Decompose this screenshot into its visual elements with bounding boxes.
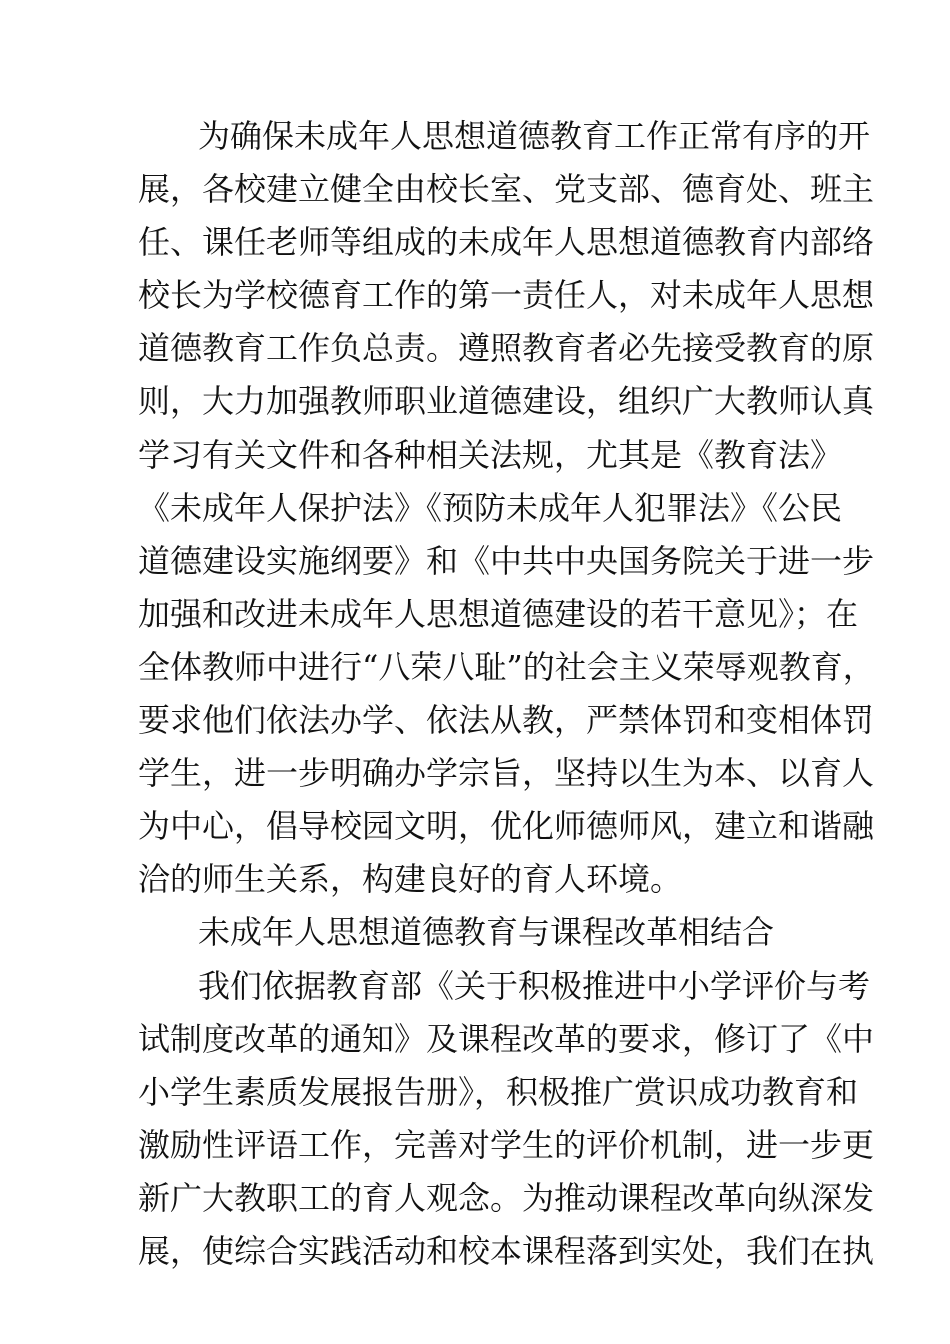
text-line: 我们依据教育部《关于积极推进中小学评价与考	[198, 966, 871, 1005]
text-line: 要求他们依法办学、依法从教，严禁体罚和变相体罚	[138, 701, 875, 740]
text-line: 任、课任老师等组成的未成年人思想道德教育内部络	[138, 223, 875, 262]
text-line: 加强和改进未成年人思想道德建设的若干意见》；在	[138, 594, 859, 633]
text-line: 学生，进一步明确办学宗旨，坚持以生为本、以育人	[138, 754, 875, 793]
text-line: 小学生素质发展报告册》，积极推广赏识成功教育和	[138, 1072, 859, 1111]
text-line: 激励性评语工作，完善对学生的评价机制，进一步更	[138, 1125, 875, 1164]
text-line: 道德建设实施纲要》和《中共中央国务院关于进一步	[138, 541, 875, 580]
text-line: 为确保未成年人思想道德教育工作正常有序的开	[198, 117, 871, 155]
text-line: 洽的师生关系，构建良好的育人环境。	[138, 860, 683, 899]
text-line: 则，大力加强教师职业道德建设，组织广大教师认真	[138, 382, 875, 421]
text-line: 展，各校建立健全由校长室、党支部、德育处、班主	[138, 170, 875, 209]
section-heading: 未成年人思想道德教育与课程改革相结合	[198, 913, 775, 952]
text-line: 《未成年人保护法》《预防未成年人犯罪法》《公民	[138, 488, 843, 527]
text-line: 为中心，倡导校园文明，优化师德师风，建立和谐融	[138, 807, 875, 846]
text-line: 学习有关文件和各种相关法规，尤其是《教育法》	[138, 435, 843, 474]
text-line: 试制度改革的通知》及课程改革的要求，修订了《中	[138, 1019, 875, 1058]
text-line: 全体教师中进行“八荣八耻”的社会主义荣辱观教育，	[138, 647, 875, 686]
text-line: 校长为学校德育工作的第一责任人，对未成年人思想	[138, 276, 875, 315]
document-body	[138, 110, 875, 1278]
text-line: 道德教育工作负总责。遵照教育者必先接受教育的原	[138, 329, 875, 368]
text-line: 展，使综合实践活动和校本课程落到实处，我们在执	[138, 1231, 875, 1270]
text-line: 新广大教职工的育人观念。为推动课程改革向纵深发	[138, 1178, 875, 1217]
